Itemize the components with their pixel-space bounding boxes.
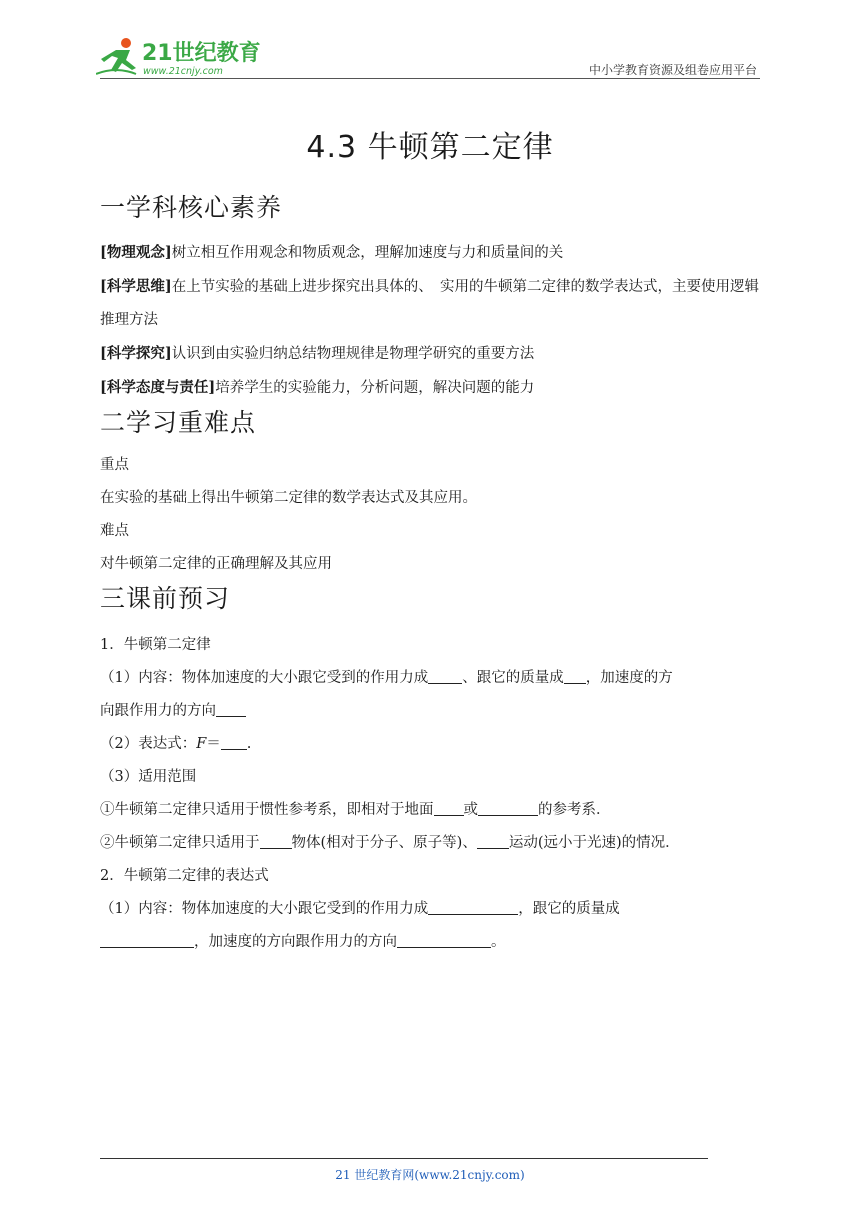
literacy-item (100, 236, 762, 270)
section-heading-key-points: 二学习重难点 (100, 408, 257, 437)
literacy-tag: [物理观念] (100, 244, 172, 261)
question-line: ②牛顿第二定律只适用于 物体(相对于分子、原子等)、 运动(远小于光速)的情况． (100, 835, 680, 851)
answer-blank[interactable] (397, 933, 491, 949)
literacy-item (100, 371, 762, 405)
answer-blank[interactable] (477, 834, 509, 850)
footer-divider (100, 1158, 708, 1159)
difficult-point-text: 对牛顿第二定律的正确理解及其应用 (100, 556, 332, 572)
runner-icon (96, 38, 136, 74)
question-line: （1）内容：物体加速度的大小跟它受到的作用力成 ，跟它的质量成 (100, 901, 620, 917)
literacy-text: 培养学生的实验能力，分析问题，解决问题的能力 (215, 380, 535, 396)
difficult-point-label: 难点 (100, 523, 129, 539)
literacy-text: 认识到由实验归纳总结物理规律是物理学研究的重要方法 (171, 346, 535, 362)
question-line: ，加速度的方向跟作用力的方向 。 (100, 926, 762, 959)
section-heading-core-literacy: 一学科核心素养 (100, 193, 283, 222)
footer-link[interactable]: 21 世纪教育网(www.21cnjy.com) (335, 1168, 525, 1182)
question-line: （3）适用范围 (100, 769, 197, 785)
answer-blank[interactable] (100, 933, 194, 949)
question-title: 1．牛顿第二定律 (100, 637, 211, 653)
answer-blank[interactable] (564, 669, 586, 685)
answer-blank[interactable] (428, 900, 518, 916)
header-tagline: 中小学教育资源及组卷应用平台 (588, 63, 757, 77)
answer-blank[interactable] (478, 801, 538, 817)
answer-blank[interactable] (428, 669, 462, 685)
key-point-text: 在实验的基础上得出牛顿第二定律的数学表达式及其应用。 (100, 490, 477, 506)
section-heading-preview: 三课前预习 (100, 584, 231, 613)
question-line: ①牛顿第二定律只适用于惯性参考系，即相对于地面 或 的参考系． (100, 802, 611, 818)
question-line: （1）内容：物体加速度的大小跟它受到的作用力成 、跟它的质量成 ，加速度的方 (100, 670, 673, 686)
page-title: 4.3 牛顿第二定律 (306, 130, 554, 166)
svg-text:www.21cnjy.com: www.21cnjy.com (143, 66, 223, 77)
question-line: 向跟作用力的方向 (100, 695, 762, 728)
svg-text:21世纪教育: 21世纪教育 (142, 41, 261, 66)
literacy-item (100, 270, 762, 337)
literacy-item (100, 337, 762, 371)
literacy-tag: [科学思维] (100, 278, 172, 295)
header-divider (100, 78, 760, 79)
answer-blank[interactable] (260, 834, 292, 850)
document-body (100, 190, 762, 959)
question-title: 2．牛顿第二定律的表达式 (100, 868, 269, 884)
answer-blank[interactable] (434, 801, 464, 817)
answer-blank[interactable] (216, 702, 246, 718)
literacy-text: 树立相互作用观念和物质观念，理解加速度与力和质量间的关 (171, 245, 564, 261)
answer-blank[interactable] (221, 735, 247, 751)
literacy-tag: [科学态度与责任] (100, 379, 216, 396)
site-logo (96, 36, 266, 78)
question-line: （2）表达式：F＝ . (100, 736, 252, 752)
key-point-label: 重点 (100, 457, 129, 473)
literacy-tag: [科学探究] (100, 345, 172, 362)
literacy-text: 在上节实验的基础上进步探究出具体的、 实用的牛顿第二定律的数学表达式，主要使用逻辑推理方法 (100, 279, 759, 328)
